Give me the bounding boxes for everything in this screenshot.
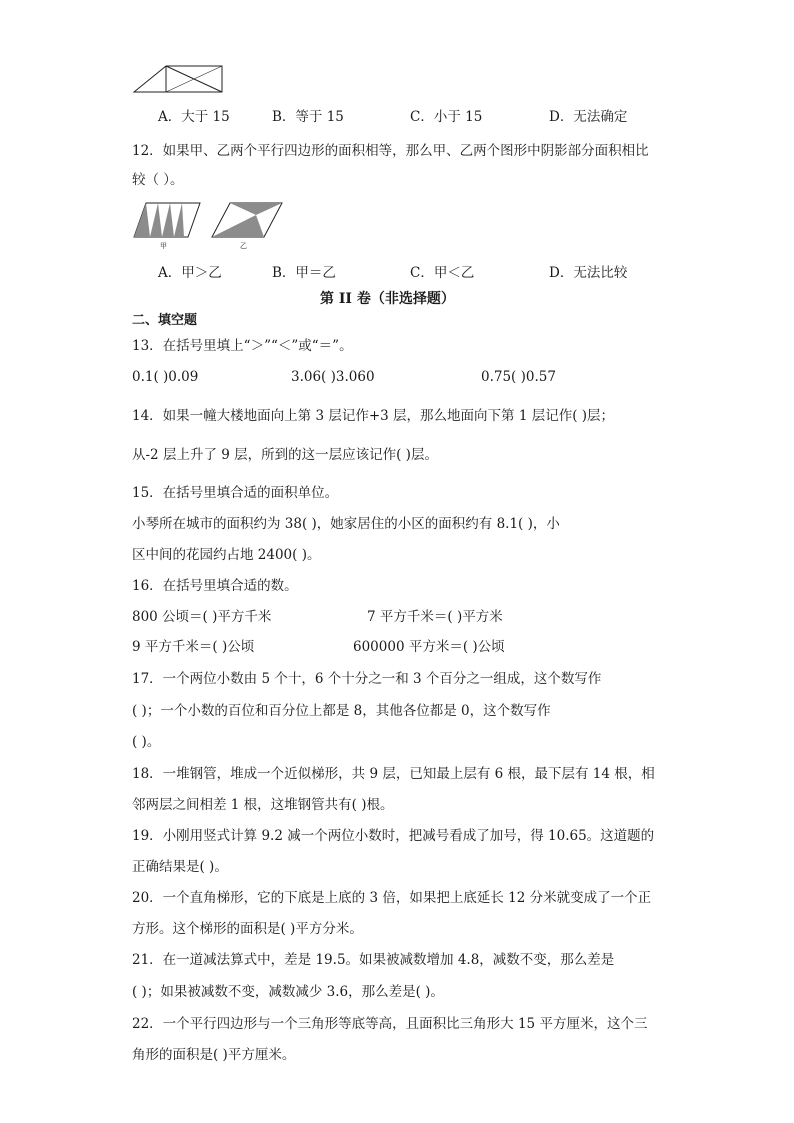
section-title-fill-blanks: 二、填空题 (132, 313, 198, 328)
q16-question-line1: 16．在括号里填合适的数。 (132, 578, 298, 594)
q15-question-line2: 小琴所在城市的面积约为 38( )，她家居住的小区的面积约有 8.1( )，小 (132, 516, 560, 532)
q11-option-d[interactable]: D．无法确定 (549, 109, 628, 125)
q12-question-line1: 12．如果甲、乙两个平行四边形的面积相等，那么甲、乙两个图形中阴影部分面积相比 (132, 143, 649, 159)
q18-question-line1: 18．一堆钢管，堆成一个近似梯形，共 9 层，已知最上层有 6 根，最下层有 14 根，相 (132, 766, 655, 782)
q12-figure-jia (134, 203, 204, 248)
q17-question-line1: 17．一个两位小数由 5 个十，6 个十分之一和 3 个百分之一组成，这个数写作 (132, 671, 602, 687)
q12-option-c[interactable]: C．甲＜乙 (410, 265, 475, 281)
q20-question-line1: 20．一个直角梯形，它的下底是上底的 3 倍，如果把上底延长 12 分米就变成了一个正 (132, 890, 652, 906)
q12-option-b[interactable]: B．甲＝乙 (272, 265, 336, 281)
q14-question-line1: 14．如果一幢大楼地面向上第 3 层记作+3 层，那么地面向下第 1 层记作( )层； (132, 408, 615, 424)
q16-item-2[interactable]: 7 平方千米＝( )平方米 (367, 609, 503, 625)
q13-item-2[interactable]: 3.06( )3.060 (291, 369, 375, 385)
q20-question-line2: 方形。这个梯形的面积是( )平方分米。 (132, 921, 363, 937)
q12-label-yi: 乙 (240, 242, 247, 250)
q15-question-line1: 15．在括号里填合适的面积单位。 (132, 485, 339, 501)
q12-option-d[interactable]: D．无法比较 (549, 265, 628, 281)
q16-item-1[interactable]: 800 公顷＝( )平方千米 (132, 609, 272, 625)
q16-item-4[interactable]: 600000 平方米＝( )公顷 (353, 639, 505, 655)
q17-question-line3: ( )。 (132, 734, 161, 750)
q11-option-c[interactable]: C．小于 15 (410, 109, 483, 125)
q11-option-a[interactable]: A．大于 15 (158, 109, 230, 125)
q11-parallelogram-figure (134, 66, 224, 96)
q11-option-b[interactable]: B．等于 15 (272, 109, 344, 125)
q19-question-line1: 19．小刚用竖式计算 9.2 减一个两位小数时，把减号看成了加号，得 10.65。这道题的 (132, 828, 655, 844)
q16-item-3[interactable]: 9 平方千米＝( )公顷 (132, 639, 255, 655)
q18-question-line2: 邻两层之间相差 1 根，这堆钢管共有( )根。 (132, 797, 394, 813)
q13-question-line1: 13．在括号里填上“＞”“＜”或“＝”。 (132, 338, 353, 354)
q15-question-line3: 区中间的花园约占地 2400( )。 (132, 547, 321, 563)
q13-item-3[interactable]: 0.75( )0.57 (481, 369, 556, 385)
q12-question-line2: 较（ ）。 (132, 172, 184, 188)
q22-question-line1: 22．一个平行四边形与一个三角形等底等高，且面积比三角形大 15 平方厘米，这个三 (132, 1016, 648, 1032)
q12-option-a[interactable]: A．甲＞乙 (158, 265, 222, 281)
q19-question-line2: 正确结果是( )。 (132, 859, 228, 875)
q17-question-line2: ( )；一个小数的百位和百分位上都是 8，其他各位都是 0，这个数写作 (132, 703, 551, 719)
q13-item-1[interactable]: 0.1( )0.09 (132, 369, 199, 385)
q21-question-line2: ( )；如果被减数不变，减数减少 3.6，那么差是( )。 (132, 984, 444, 1000)
q22-question-line2: 角形的面积是( )平方厘米。 (132, 1047, 296, 1063)
q14-question-line2: 从-2 层上升了 9 层，所到的这一层应该记作( )层。 (132, 447, 438, 463)
q12-figure-yi (212, 203, 284, 248)
part2-title: 第 II 卷（非选择题） (320, 291, 455, 307)
q12-label-jia: 甲 (160, 242, 167, 250)
q21-question-line1: 21．在一道减法算式中，差是 19.5。如果被减数增加 4.8，减数不变，那么差是 (132, 952, 615, 968)
